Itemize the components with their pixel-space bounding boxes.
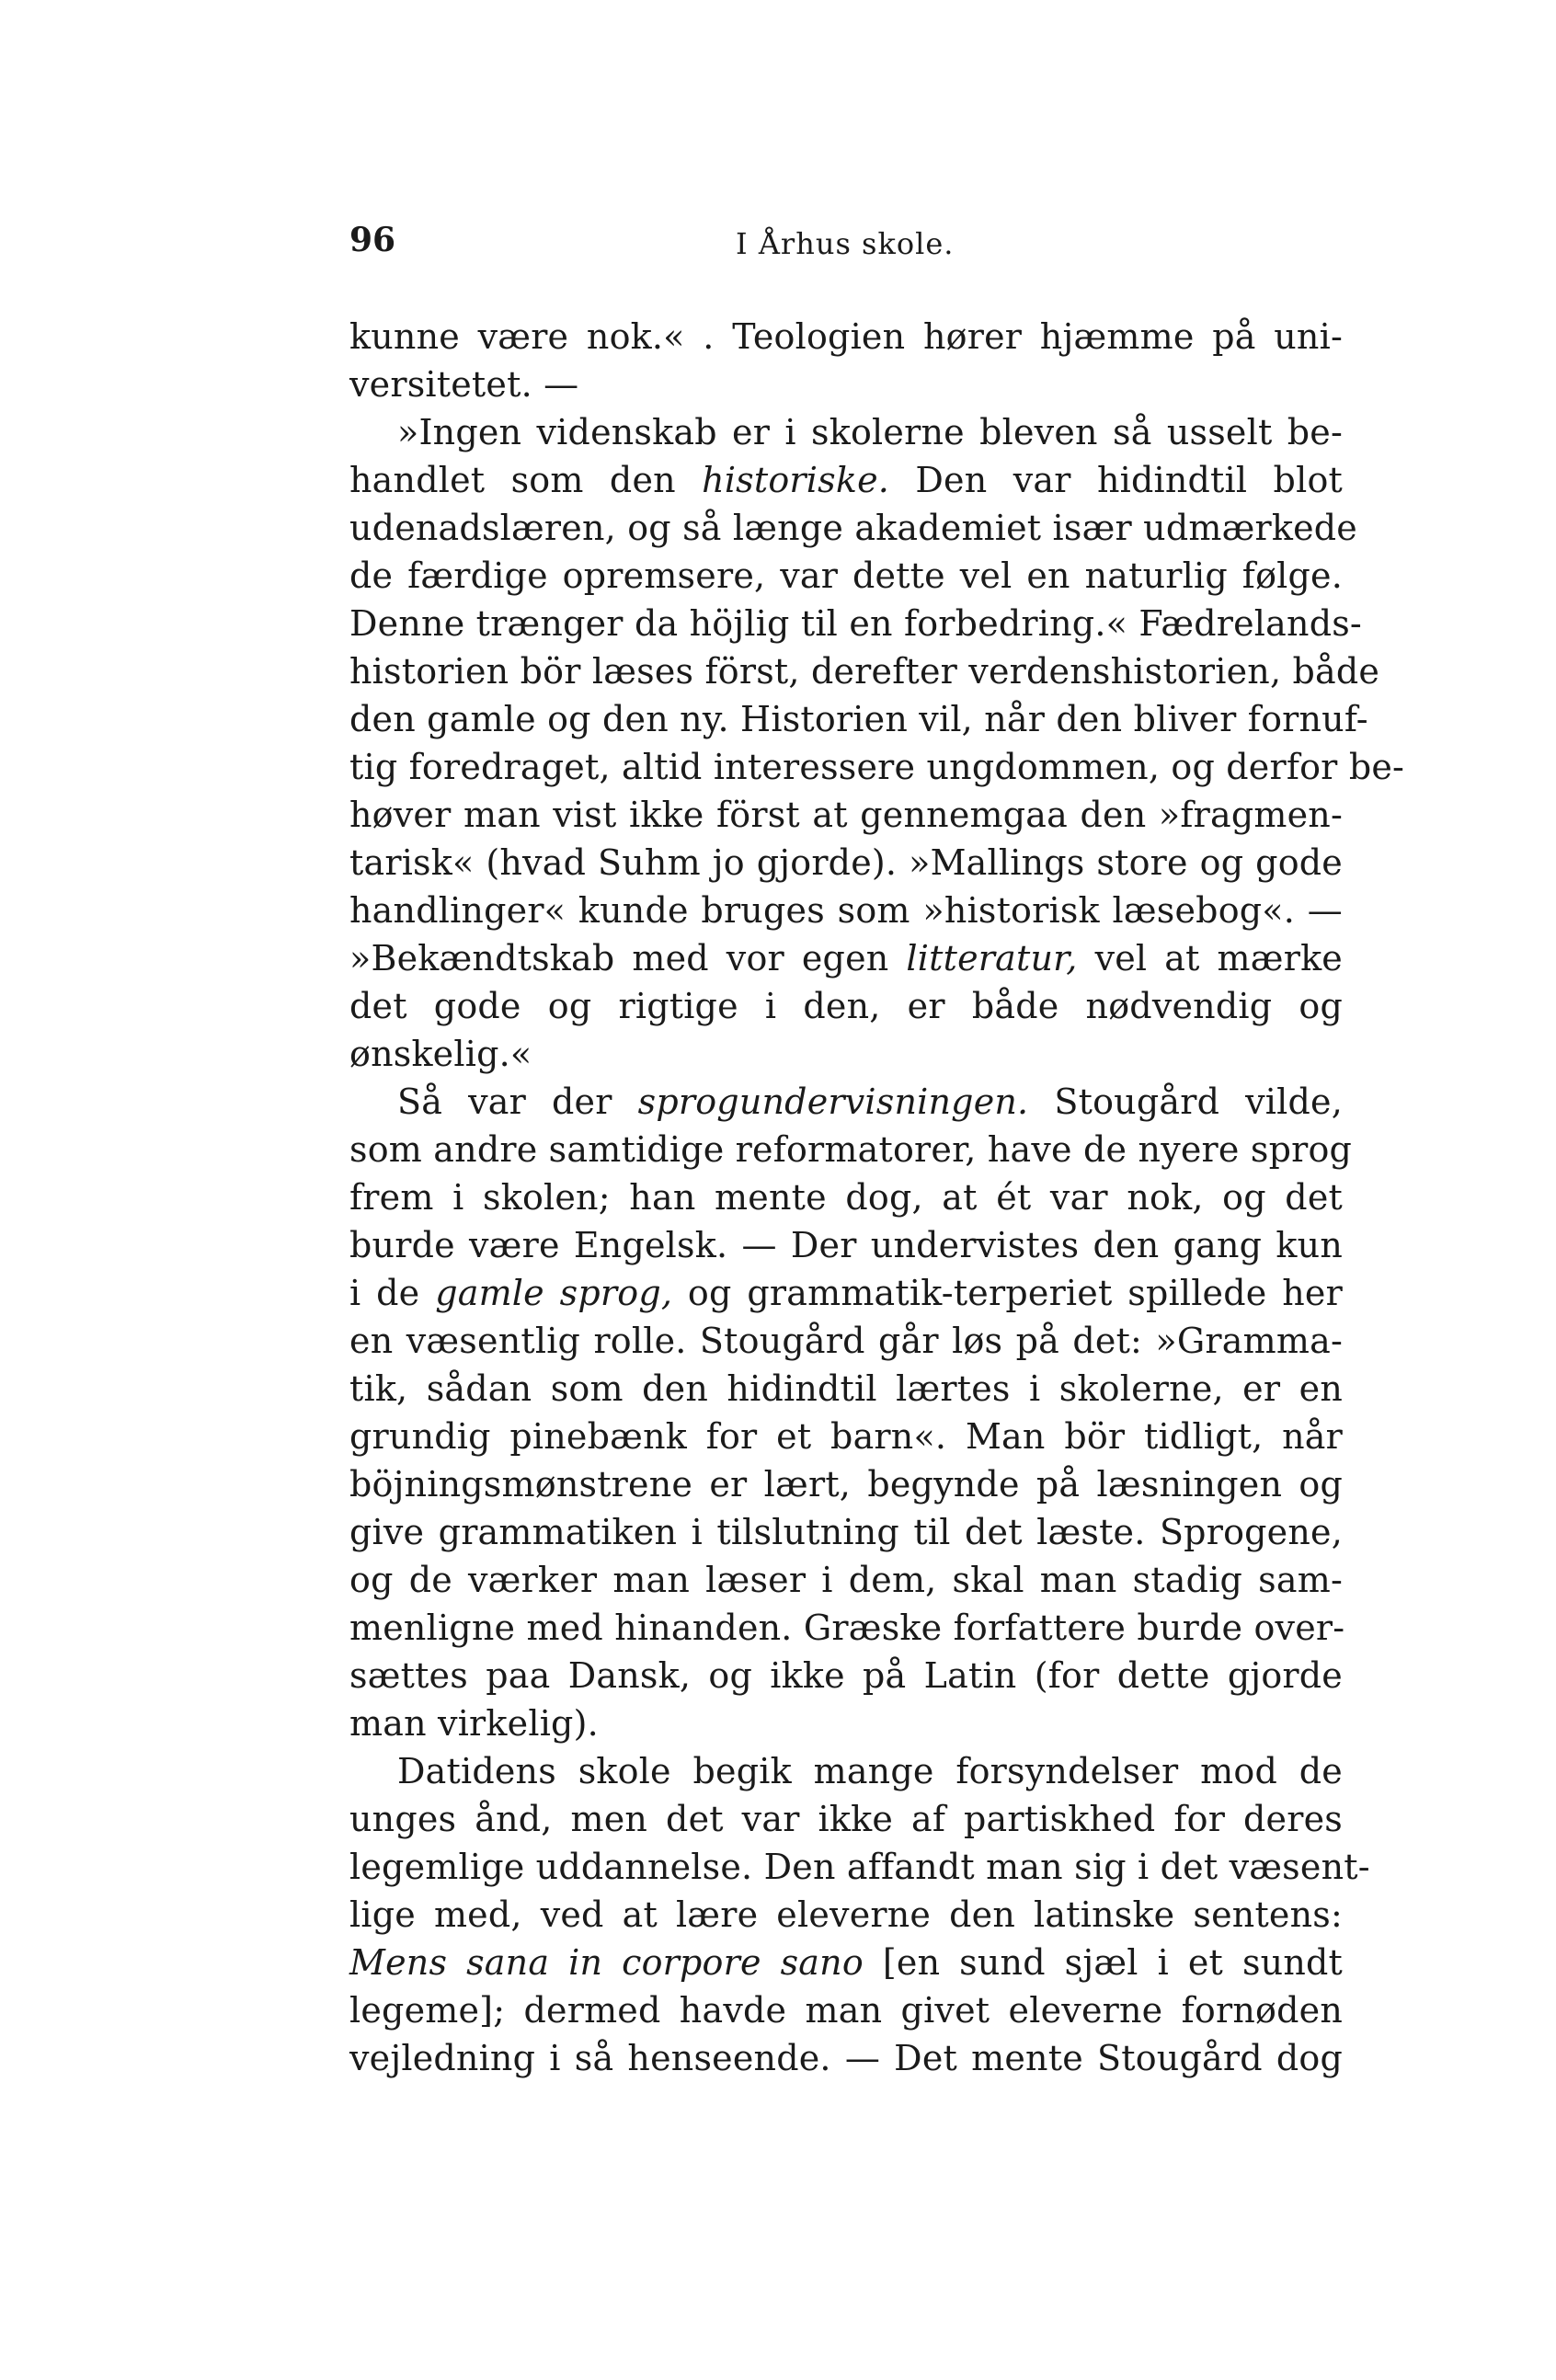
text-segment: udenadslæren, og så længe akademiet især udmærkede (349, 508, 1357, 548)
text-line (349, 791, 1343, 839)
text-line (349, 887, 1343, 934)
text-segment: legemlige uddannelse. Den affandt man sig i det væsent- (349, 1847, 1370, 1887)
text-line (349, 456, 1343, 504)
text-line (349, 934, 1343, 982)
text-segment: høver man vist ikke först at gennemgaa den »fragmen- (349, 795, 1343, 835)
italic-text: sprogundervisningen. (637, 1081, 1029, 1122)
running-title: I Århus skole. (736, 226, 955, 261)
text-line (349, 1126, 1353, 1173)
text-line (349, 1891, 1343, 1939)
text-segment: legeme]; dermed havde man givet eleverne fornøden (349, 1990, 1343, 2031)
text-segment: Stougård vilde, (1028, 1081, 1343, 1122)
text-line (349, 1317, 1343, 1365)
text-segment: handlinger« kunde bruges som »historisk læsebog«. — (349, 890, 1343, 931)
text-segment: lige med, ved at lære eleverne den latinske sentens: (349, 1894, 1343, 1935)
text-line (349, 1747, 1343, 1795)
running-head (349, 221, 1343, 276)
text-segment: »Bekændtskab med vor egen (349, 938, 907, 978)
text-line (349, 1652, 1343, 1699)
text-line (349, 1843, 1370, 1891)
text-segment: det gode og rigtige i den, er både nødvendig og (349, 986, 1343, 1026)
text-line (349, 504, 1357, 552)
text-segment: den gamle og den ny. Historien vil, når den bliver fornuf- (349, 699, 1368, 739)
text-line (349, 1986, 1343, 2034)
text-segment: handlet som den (349, 460, 703, 500)
text-segment: give grammatiken i tilslutning til det læste. Sprogene, (349, 1512, 1343, 1552)
text-line (349, 695, 1368, 743)
text-segment: frem i skolen; han mente dog, at ét var nok, og det (349, 1177, 1343, 1218)
text-segment: og de værker man læser i dem, skal man stadig sam- (349, 1560, 1343, 1600)
text-segment: »Ingen videnskab er i skolerne bleven så usselt be- (397, 412, 1343, 452)
text-line (349, 982, 1343, 1030)
text-line (349, 600, 1362, 647)
text-segment: vejledning i så henseende. — Det mente Stougård dog (349, 2038, 1343, 2078)
text-line (349, 1078, 1343, 1126)
text-segment: tig foredraget, altid interessere ungdommen, og derfor be- (349, 747, 1405, 787)
text-line (349, 1508, 1343, 1556)
text-segment: tarisk« (hvad Suhm jo gjorde). »Mallings store og gode (349, 842, 1343, 883)
text-line (349, 1460, 1343, 1508)
text-line (349, 1699, 1343, 1747)
text-line (349, 552, 1343, 600)
text-segment: böjningsmønstrene er lært, begynde på læsningen og (349, 1464, 1343, 1505)
text-line (349, 408, 1343, 456)
text-line (349, 1173, 1343, 1221)
text-line (349, 743, 1405, 791)
text-line (349, 1269, 1343, 1317)
text-line (349, 839, 1343, 887)
text-segment: grundig pinebænk for et barn«. Man bör tidligt, når (349, 1416, 1343, 1457)
text-segment: som andre samtidige reformatorer, have de nyere sprog (349, 1129, 1353, 1170)
text-segment: historien bör læses först, derefter verdenshistorien, både (349, 651, 1380, 692)
body-text (349, 313, 1405, 2082)
text-line (349, 1795, 1343, 1843)
text-line (349, 360, 1343, 408)
text-segment: versitetet. — (349, 364, 579, 405)
italic-text: gamle sprog, (435, 1273, 673, 1313)
italic-text: Mens sana in corpore sano (349, 1942, 864, 1983)
text-segment: de færdige opremsere, var dette vel en naturlig følge. (349, 555, 1343, 596)
text-segment: burde være Engelsk. — Der undervistes den gang kun (349, 1225, 1343, 1265)
text-segment: Den var hidindtil blot (889, 460, 1343, 500)
text-line (349, 1365, 1343, 1413)
text-segment: i de (349, 1273, 436, 1313)
text-line (349, 1221, 1343, 1269)
text-segment: ønskelig.« (349, 1034, 532, 1074)
text-segment: unges ånd, men det var ikke af partiskhed for deres (349, 1799, 1343, 1839)
text-segment: sættes paa Dansk, og ikke på Latin (for dette gjorde (349, 1655, 1343, 1696)
text-segment: og grammatik-terperiet spillede her (672, 1273, 1343, 1313)
text-segment: tik, sådan som den hidindtil lærtes i skolerne, er en (349, 1368, 1343, 1409)
text-segment: Datidens skole begik mange forsyndelser mod de (397, 1751, 1343, 1791)
text-segment: man virkelig). (349, 1703, 599, 1744)
italic-text: historiske. (702, 460, 890, 500)
text-line (349, 1556, 1343, 1604)
text-line (349, 2034, 1343, 2082)
italic-text: litteratur, (906, 938, 1078, 978)
text-line (349, 647, 1380, 695)
text-segment: kunne være nok.« . Teologien hører hjæmme på uni- (349, 316, 1343, 357)
text-line (349, 1604, 1343, 1652)
page-number: 96 (349, 221, 396, 259)
text-segment: menligne med hinanden. Græske forfattere burde over- (349, 1608, 1345, 1648)
text-segment: [en sund sjæl i et sundt (863, 1942, 1343, 1983)
text-segment: Så var der (397, 1081, 638, 1122)
text-segment: Denne trænger da höjlig til en forbedring.« Fædrelands- (349, 603, 1362, 644)
text-line (349, 313, 1343, 360)
text-line (349, 1939, 1343, 1986)
text-segment: vel at mærke (1077, 938, 1343, 978)
text-line (349, 1030, 1343, 1078)
text-segment: en væsentlig rolle. Stougård går løs på det: »Gramma- (349, 1321, 1343, 1361)
text-line (349, 1413, 1343, 1460)
